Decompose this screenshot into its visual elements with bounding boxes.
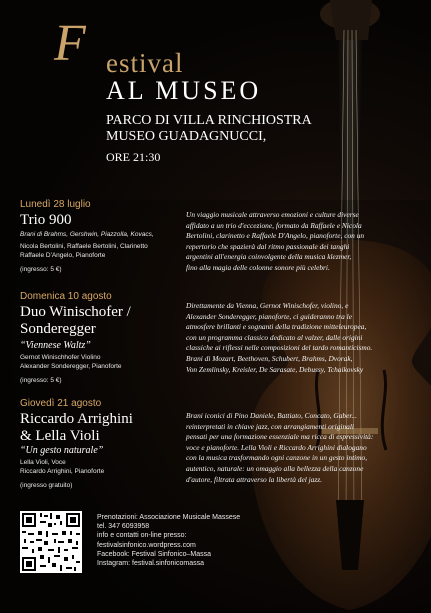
description-line: reinterpretati in chiave jazz, con arrangiamenti originali [186,421,354,431]
contact-instagram-link[interactable]: Instagram: festival.sinfonicomassa [97,560,204,568]
description-line: Direttamente da Vienna, Gernot Winischofer, violino, e [186,301,349,310]
event-entry: (ingresso: 5 €) [20,266,62,273]
description-line: Brani iconici di Pino Daniele, Battiato, Concato, Gaber... [186,411,357,420]
description-line: Alexander Sonderegger, pianoforte, ci guideranno tra le [186,311,352,321]
contact-online-label: info e contatti on-line presso: [97,532,187,540]
contact-info [97,513,240,568]
contact-website-link[interactable]: festivalsinfonico.wordpress.com [97,541,196,549]
event-description [186,411,414,485]
event-performer: Nicola Bertolini, Raffaele Bertolini, Clarinetto [20,243,148,250]
event-quote: “Viennese Waltz” [20,340,91,351]
event-title: Sonderegger [20,321,96,337]
event-date: Lunedì 28 luglio [20,199,91,210]
contact-booking: Prenotazioni: Associazione Musicale Massese [97,514,241,521]
event-entry: (ingresso gratuito) [20,482,73,489]
festival-subtitle: AL MUSEO [106,76,262,105]
description-line: Bertolini, clarinetto e Raffaele D'Angelo, pianoforte, con un [186,231,365,241]
event-performer: Alexander Sonderegger, Pianoforte [20,363,122,370]
description-line: voce e pianoforte. Lella Violi e Riccardo Arrighini dialogano [186,442,367,452]
description-line: fino alla magia delle colonne sonore più celebri. [186,262,330,272]
festival-title: estival [106,48,184,78]
description-line: Von Zemlinsky, Kreisler, De Sarasate, Debussy, Tchaikovsky [186,364,364,374]
contact-phone[interactable]: tel. 347 6093958 [97,523,150,531]
description-line: d'autore, filtrata attraverso la libertà del jazz. [186,474,322,484]
description-line: repertorio che spazierà dal ritmo passionale dei tanghi [186,241,350,251]
event-title: & Lella Violi [20,428,100,444]
description-line: autentico, naturale: un omaggio alla bellezza della canzone [186,463,364,473]
description-line: Brani di Mozart, Beethoven, Schubert, Brahms, Dvorak, [186,353,353,363]
qr-code-icon [20,511,82,573]
event-time: ORE 21:30 [106,150,161,164]
event-date: Giovedì 21 agosto [20,398,102,409]
event-title: Trio 900 [20,212,72,228]
event-date: Domenica 10 agosto [20,291,112,302]
description-line: con un programma classico dedicato al valzer, dalle origini [186,332,363,342]
event-description [186,210,414,274]
event-performer: Lella Violi, Voce [20,459,66,466]
event-description [186,301,414,375]
event-performer: Gernot Winischhofer Violino [20,354,101,361]
venue-line-2: MUSEO GUADAGNUCCI, [106,129,267,144]
event-title: Riccardo Arrighini [20,411,133,427]
event-title: Duo Winischofer / [20,304,131,320]
event-quote: “Un gesto naturale” [20,445,104,456]
event-performer: Raffaele D'Angelo, Pianoforte [20,252,106,259]
description-line: affidato a un trio d'eccezione, formato da Raffaele e Nicola [186,220,362,230]
event-performer: Riccardo Arrighini, Pianoforte [20,468,105,475]
event-program: Brani di Brahms, Gershwin, Piazzolla, Kovacs, [20,231,154,238]
description-line: con la musica trasformando ogni canzone in un gesto intimo, [186,453,368,463]
description-line: classiche ai riflessi nelle composizioni del tardo romanticismo. [186,343,373,353]
festival-initial: F [54,15,86,72]
description-line: Un viaggio musicale attraverso emozioni e culture diverse [186,210,359,219]
contact-facebook-link[interactable]: Facebook: Festival Sinfonico–Massa [97,550,211,558]
venue-line-1: PARCO DI VILLA RINCHIOSTRA [106,113,312,128]
description-line: pensati per una formazione essenziale ma ricca di espressività: [186,432,374,442]
event-entry: (ingresso: 5 €) [20,377,62,384]
description-line: argentini all'energia coinvolgente della musica klezmer, [186,252,352,262]
description-line: atmosfere brillanti e sognanti della tradizione mitteleuropea, [186,322,367,332]
qr-code[interactable] [20,511,82,573]
